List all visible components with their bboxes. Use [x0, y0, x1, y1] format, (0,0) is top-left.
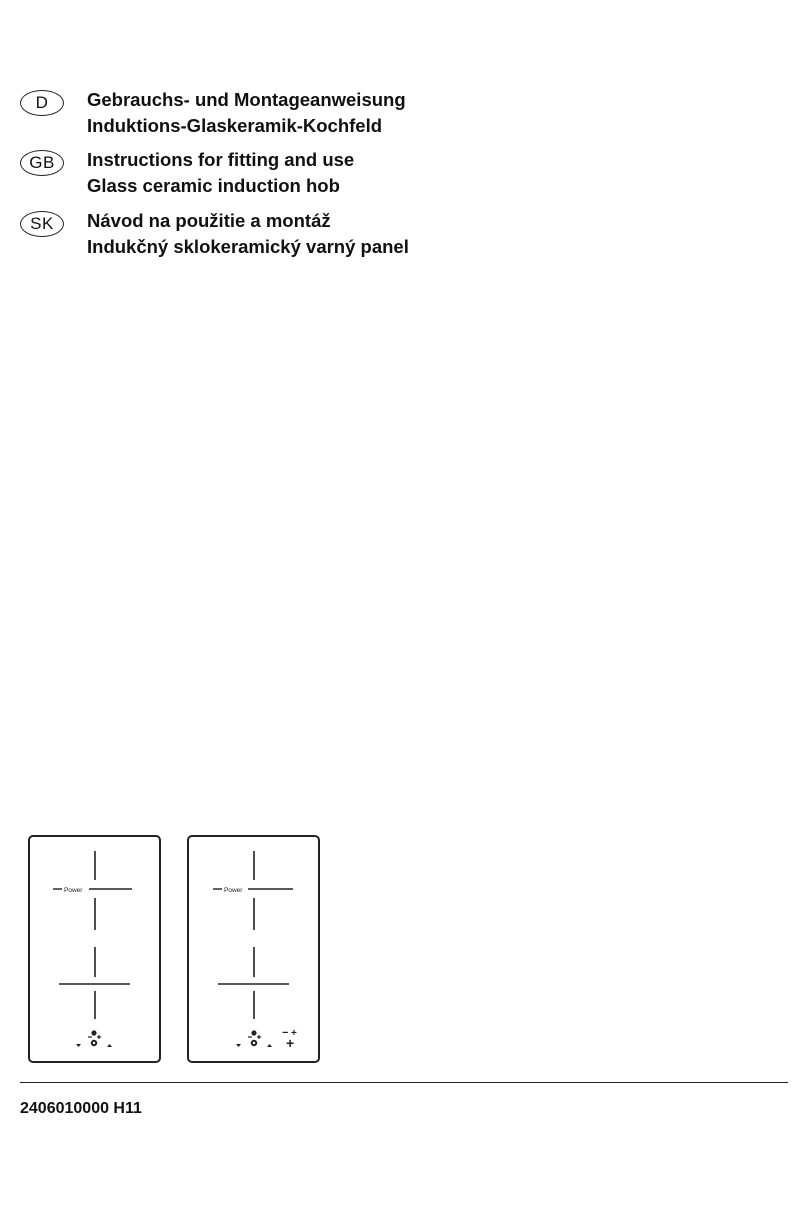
language-badge-d: D — [20, 90, 64, 116]
title-en: Instructions for fitting and use — [87, 149, 355, 170]
power-label: Power — [224, 887, 243, 894]
footer-divider — [20, 1082, 788, 1083]
down-arrow-icon — [76, 1044, 81, 1047]
down-arrow-icon — [236, 1044, 241, 1047]
subtitle-sk: Indukčný sklokeramický varný panel — [87, 236, 409, 257]
timer-plus-large-icon: + — [286, 1035, 295, 1051]
power-label: Power — [64, 887, 83, 894]
timer-minus-icon: − — [282, 1027, 289, 1039]
hob-illustration-right — [187, 835, 321, 1065]
timer-plus-small-icon: + — [291, 1028, 297, 1039]
up-arrow-icon — [107, 1044, 112, 1047]
zone-select-dot-icon — [91, 1030, 96, 1035]
document-number: 2406010000 H11 — [20, 1100, 142, 1117]
language-badge-sk: SK — [20, 211, 64, 237]
control-symbols — [76, 1030, 112, 1047]
title-de: Gebrauchs- und Montageanweisung — [87, 89, 406, 110]
subtitle-en: Glass ceramic induction hob — [87, 175, 340, 196]
control-symbols — [236, 1027, 297, 1051]
hob-illustration-left — [28, 835, 162, 1065]
zone-select-dot-icon — [251, 1030, 256, 1035]
language-block-gb — [20, 147, 520, 203]
language-block-sk — [20, 208, 520, 264]
title-sk: Návod na použitie a montáž — [87, 210, 331, 231]
up-arrow-icon — [267, 1044, 272, 1047]
language-badge-gb: GB — [20, 150, 64, 176]
subtitle-de: Induktions-Glaskeramik-Kochfeld — [87, 115, 383, 136]
language-block-d — [20, 87, 520, 143]
